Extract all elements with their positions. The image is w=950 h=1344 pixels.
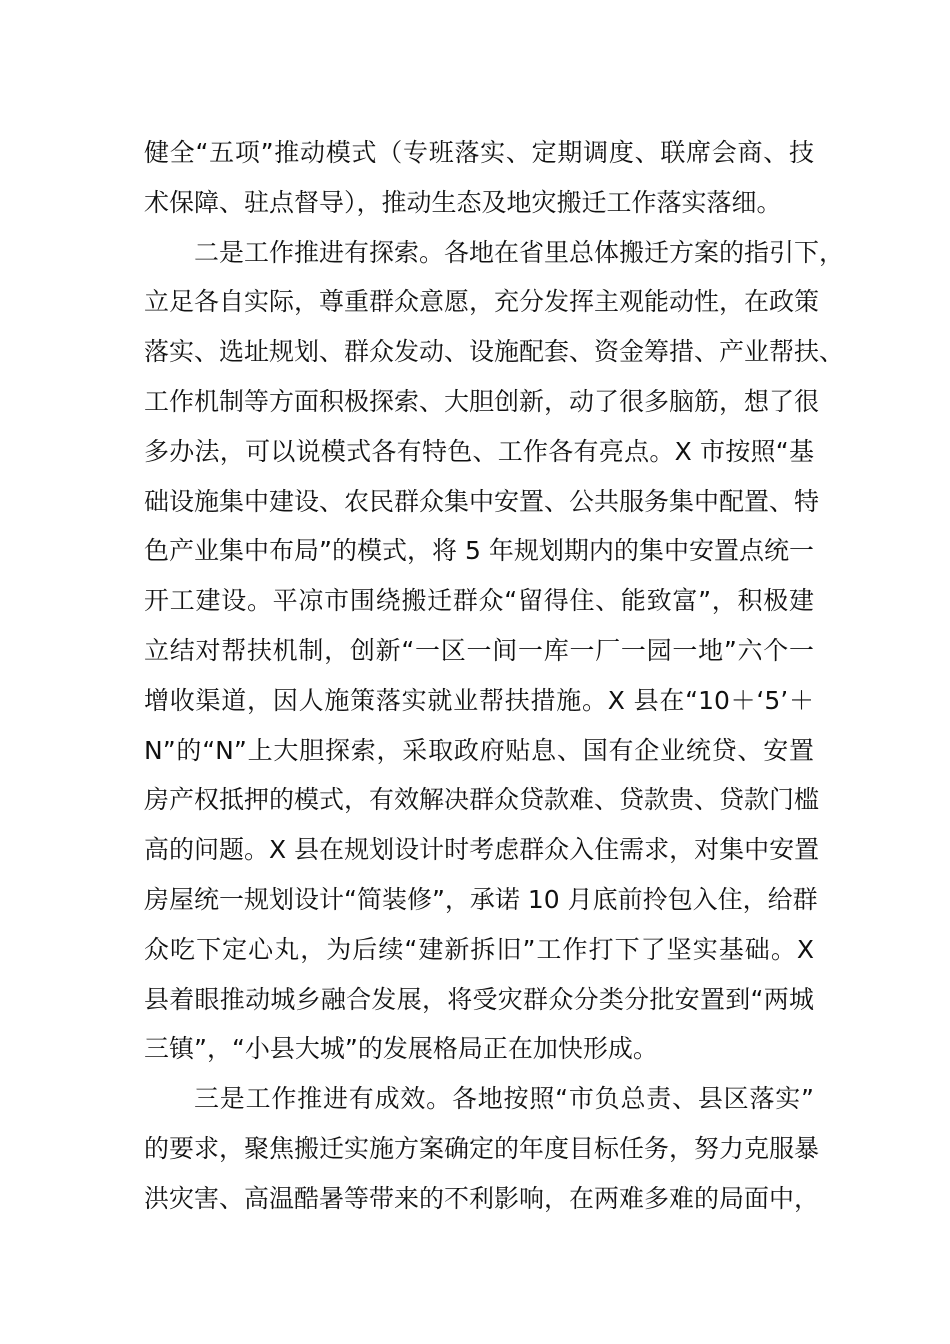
text-line: 洪灾害、高温酷暑等带来的不利影响，在两难多难的局面中， bbox=[144, 1183, 820, 1213]
text-line: 三镇”，“小县大城”的发展格局正在加快形成。 bbox=[144, 1034, 658, 1064]
text-line: 落实、选址规划、群众发动、设施配套、资金筹措、产业帮扶、 bbox=[144, 337, 845, 367]
text-line: 多办法，可以说模式各有特色、工作各有亮点。X 市按照“基 bbox=[144, 436, 814, 466]
paragraph bbox=[144, 128, 814, 228]
text-line: 的要求，聚焦搬迁实施方案确定的年度目标任务，努力克服暴 bbox=[144, 1133, 820, 1163]
text-line: 开工建设。平凉市围绕搬迁群众“留得住、能致富”，积极建 bbox=[144, 586, 814, 616]
text-line: 高的问题。X 县在规划设计时考虑群众入住需求，对集中安置 bbox=[144, 835, 820, 865]
text-line: 础设施集中建设、农民群众集中安置、公共服务集中配置、特 bbox=[144, 486, 820, 516]
text-line: 增收渠道，因人施策落实就业帮扶措施。X 县在“10＋‘5’＋ bbox=[144, 685, 814, 715]
text-line: 立足各自实际，尊重群众意愿，充分发挥主观能动性，在政策 bbox=[144, 287, 820, 317]
text-line: 三是工作推进有成效。各地按照“市负总责、县区落实” bbox=[194, 1084, 814, 1114]
text-line: 立结对帮扶机制，创新“一区一间一库一厂一园一地”六个一 bbox=[144, 635, 814, 665]
document-body bbox=[144, 128, 845, 1224]
text-line: 二是工作推进有探索。各地在省里总体搬迁方案的指引下， bbox=[194, 237, 845, 267]
text-line: N”的“N”上大胆探索，采取政府贴息、国有企业统贷、安置 bbox=[144, 735, 814, 765]
text-line: 房产权抵押的模式，有效解决群众贷款难、贷款贵、贷款门槛 bbox=[144, 785, 820, 815]
text-line: 色产业集中布局”的模式，将 5 年规划期内的集中安置点统一 bbox=[144, 536, 814, 566]
text-line: 众吃下定心丸，为后续“建新拆旧”工作打下了坚实基础。X bbox=[144, 934, 814, 964]
text-line: 县着眼推动城乡融合发展，将受灾群众分类分批安置到“两城 bbox=[144, 984, 814, 1014]
text-line: 工作机制等方面积极探索、大胆创新，动了很多脑筋，想了很 bbox=[144, 386, 820, 416]
paragraph bbox=[144, 228, 845, 1075]
paragraph bbox=[144, 1074, 820, 1223]
text-line: 健全“五项”推动模式（专班落实、定期调度、联席会商、技 bbox=[144, 138, 814, 167]
text-line: 术保障、驻点督导），推动生态及地灾搬迁工作落实落细。 bbox=[144, 187, 782, 217]
text-line: 房屋统一规划设计“简装修”，承诺 10 月底前拎包入住，给群 bbox=[144, 884, 818, 914]
